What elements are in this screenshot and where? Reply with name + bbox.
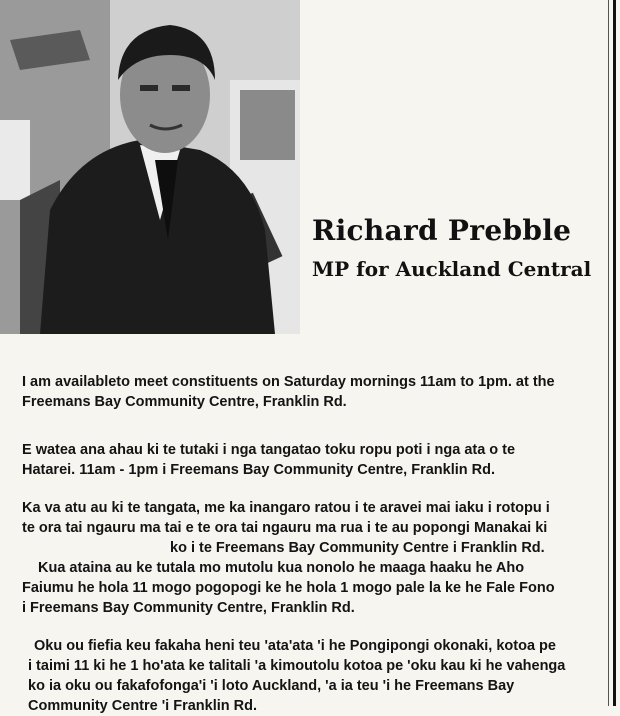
notice-line: Hatarei. 11am - 1pm i Freemans Bay Community Centre, Franklin Rd. (22, 462, 496, 478)
mp-title: MP for Auckland Central (312, 257, 592, 281)
notice-line: ko ia oku ou fakafofonga'i 'i loto Auckland, 'a ia teu 'i he Freemans Bay (28, 678, 515, 694)
notice-line: i Freemans Bay Community Centre, Franklin Rd. (22, 600, 355, 616)
notice-line: Faiumu he hola 11 mogo pogopogi ke he hola 1 mogo pale la ke he Fale Fono (22, 580, 555, 596)
notice-line: te ora tai ngauru ma tai e te ora tai ngauru ma rua i te au popongi Manakai ki (22, 520, 548, 536)
notice-line: Community Centre 'i Franklin Rd. (28, 698, 258, 714)
notice-line: ko i te Freemans Bay Community Centre i Franklin Rd. (170, 540, 545, 556)
heading-block (312, 214, 612, 284)
notice-line: E watea ana ahau ki te tutaki i nga tangatao toku ropu poti i nga ata o te (22, 442, 516, 458)
portrait-illustration (0, 0, 300, 334)
notice-line: Oku ou fiefia keu fakaha heni teu 'ata'ata 'i he Pongipongi okonaki, kotoa pe (34, 638, 556, 654)
right-border (613, 0, 616, 706)
notice-line: I am availableto meet constituents on Saturday mornings 11am to 1pm. at the (22, 374, 555, 390)
notice-maori (22, 440, 515, 480)
notice-line: Kua ataina au ke tutala mo mutolu kua nonolo he maaga haaku he Aho (38, 560, 525, 576)
notice-niuean (22, 558, 555, 618)
notice-line: Ka va atu au ki te tangata, me ka inangaro ratou i te aravei mai iaku i rotopu i (22, 500, 550, 516)
notice-english (22, 372, 555, 412)
notice-line: Freemans Bay Community Centre, Franklin Rd. (22, 394, 347, 410)
notice-tongan (22, 636, 565, 716)
notice-line: i taimi 11 ki he 1 ho'ata ke talitali 'a kimoutolu kotoa pe 'oku kau ki he vahenga (28, 658, 566, 674)
portrait-photo (0, 0, 300, 334)
right-border-inner (608, 0, 609, 706)
notice-cook-islands (22, 498, 550, 558)
mp-name: Richard Prebble (312, 214, 572, 247)
